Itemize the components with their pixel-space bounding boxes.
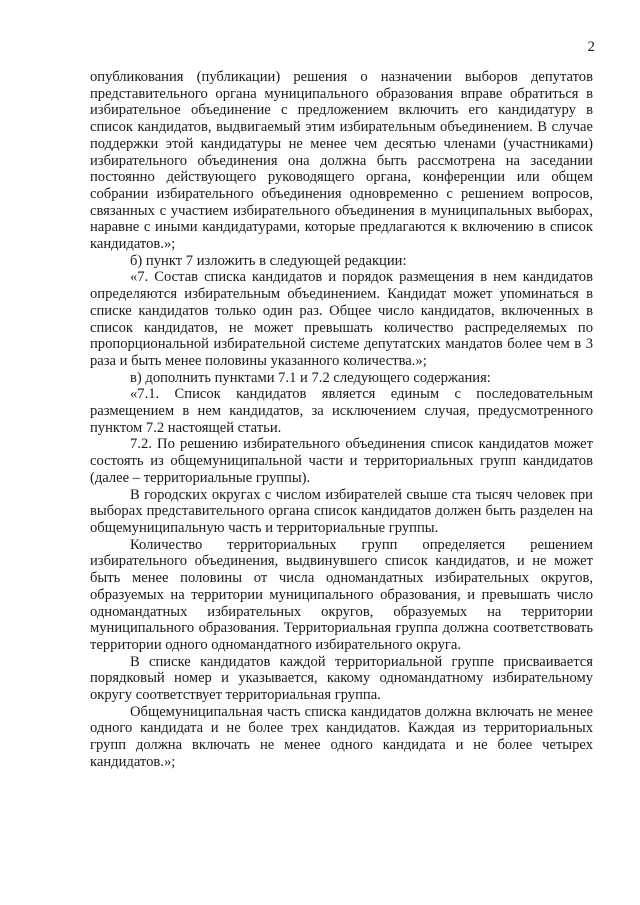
- paragraph-municipal-part: Общемуниципальная часть списка кандидатов должна включать не менее одного кандидата и не более трех кандидатов. Каждая из территориальных групп должна включать не менее одного кандидата и не более четырех кандидатов.»;: [90, 703, 593, 770]
- paragraph-point-7-1: «7.1. Список кандидатов является единым с последовательным размещением в нем кандидатов, за исключением случая, предусмотренного пунктом 7.2 настоящей статьи.: [90, 386, 593, 436]
- paragraph-item-v: в) дополнить пунктами 7.1 и 7.2 следующего содержания:: [130, 369, 491, 386]
- paragraph-city-districts: В городских округах с числом избирателей свыше ста тысяч человек при выборах представительного органа список кандидатов должен быть разделен на общемуниципальную часть и территориальные группы.: [90, 486, 593, 536]
- paragraph-item-b: б) пункт 7 изложить в следующей редакции:: [130, 252, 407, 269]
- paragraph-point-7: «7. Состав списка кандидатов и порядок размещения в нем кандидатов определяются избирательным объединением. Кандидат может упоминаться в списке кандидатов только один раз. Общее число кандидатов, включенных в список кандидатов, не может превышать количество распределяемых по пропорциональной избирательной системе депутатских мандатов более чем в 3 раза и быть менее половины указанного количества.»;: [90, 269, 593, 369]
- paragraph-point-7-2: 7.2. По решению избирательного объединения список кандидатов может состоять из общемуниципальной части и территориальных групп кандидатов (далее – территориальные группы).: [90, 436, 593, 486]
- paragraph-group-numbering: В списке кандидатов каждой территориальной группе присваивается порядковый номер и указывается, какому одномандатному избирательному округу соответствует территориальная группа.: [90, 653, 593, 704]
- paragraph-continuation: опубликования (публикации) решения о назначении выборов депутатов представительного органа муниципального образования вправе обратиться в избирательное объединение с предложением включить его кандидатуру в список кандидатов, выдвигаемый этим избирательным объединением. В случае поддержки этой кандидатуры не менее чем десятью членами (участниками) избирательного объединения она должна быть рассмотрена на заседании постоянно действующего руководящего органа, конференции или общем собрании избирательного объединения одновременно с решением вопросов, связанных с участием избирательного объединения в муниципальных выборах, наравне с иными кандидатурами, которые предлагаются к включению в список кандидатов.»;: [90, 69, 593, 253]
- document-body: [90, 69, 593, 771]
- paragraph-territorial-groups-count: Количество территориальных групп определяется решением избирательного объединения, выдвинувшего список кандидатов, и не может быть менее половины от числа одномандатных избирательных округов, образуемых на территории муниципального образования, и превышать число одномандатных избирательных округов, образуемых на территории муниципального образования. Территориальная группа должна соответствовать территории одного одномандатного избирательного округа.: [90, 536, 593, 653]
- page-number: 2: [587, 39, 595, 55]
